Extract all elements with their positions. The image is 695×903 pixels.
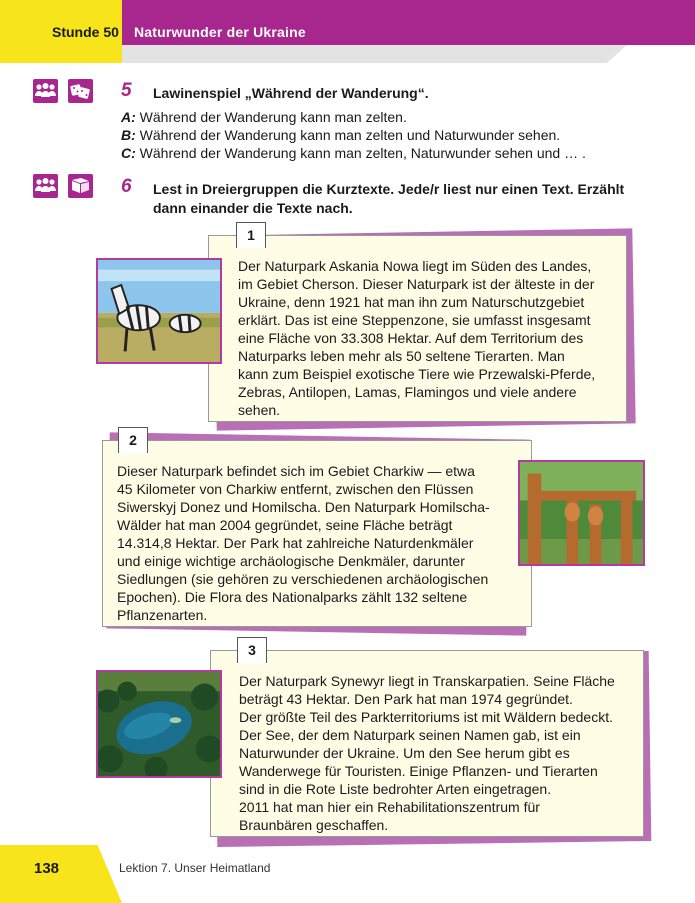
group-work-icon bbox=[33, 174, 58, 198]
text-line: Epochen). Die Flora des Nationalparks zählt 132 seltene bbox=[117, 589, 468, 605]
text-line: Der Naturpark Synewyr liegt in Transkarpatien. Seine Fläche bbox=[239, 673, 615, 689]
option-text: Während der Wanderung kann man zelten, Naturwunder sehen und … . bbox=[135, 145, 586, 161]
text-line: Zebras, Antilopen, Lamas, Flamingos und viele andere bbox=[238, 384, 577, 400]
text-line: 2011 hat man hier ein Rehabilitationszentrum für bbox=[239, 799, 540, 815]
book-icon bbox=[68, 174, 93, 198]
text-line: und einige wichtige archäologische Denkmäler, darunter bbox=[117, 553, 465, 569]
text-line: Der See, der dem Naturpark seinen Namen gab, ist ein bbox=[239, 727, 581, 743]
text-line: Der größte Teil des Parkterritoriums ist mit Wäldern bedeckt. bbox=[239, 709, 613, 725]
text-line: im Gebiet Cherson. Dieser Naturpark ist der älteste in der bbox=[238, 276, 595, 292]
text-line: beträgt 43 Hektar. Den Park hat man 1974 gegründet. bbox=[239, 691, 573, 707]
text-line: Naturparks leben mehr als 50 seltene Tierarten. Man bbox=[238, 348, 565, 364]
footer-band bbox=[0, 845, 122, 903]
text-line: Ukraine, denn 1921 hat man ihn zum Naturschutzgebiet bbox=[238, 294, 585, 310]
dice-game-icon bbox=[68, 79, 93, 103]
text-number-tab: 3 bbox=[237, 637, 267, 663]
text-line: Wanderwege für Touristen. Einige Pflanzen- und Tierarten bbox=[239, 763, 598, 779]
text-line: kann zum Beispiel exotische Tiere wie Przewalski-Pferde, bbox=[238, 366, 596, 382]
option-b bbox=[121, 126, 560, 144]
footer-lesson-title: Lektion 7. Unser Heimatland bbox=[119, 861, 271, 875]
text-number-tab: 1 bbox=[236, 222, 266, 248]
text-line: Wälder hat man 2004 gegründet, seine Fläche beträgt bbox=[117, 517, 453, 533]
text-line: Der Naturpark Askania Nowa liegt im Süden des Landes, bbox=[238, 258, 592, 274]
text-number-tab: 2 bbox=[118, 427, 148, 453]
option-c bbox=[121, 144, 586, 162]
text-line: Pflanzenarten. bbox=[117, 607, 208, 623]
lesson-label: Stunde 50 bbox=[52, 24, 119, 40]
wooden-gate-photo bbox=[518, 460, 645, 566]
page-number: 138 bbox=[34, 860, 60, 877]
text-card-3 bbox=[210, 650, 644, 837]
text-line: Siwerskyj Donez und Homilscha. Den Naturpark Homilscha- bbox=[117, 499, 490, 515]
text-card-2 bbox=[102, 440, 532, 627]
text-line: Dieser Naturpark befindet sich im Gebiet Charkiw — etwa bbox=[117, 463, 475, 479]
task-number: 5 bbox=[121, 80, 132, 101]
option-letter: A: bbox=[121, 109, 136, 125]
task-title: Lawinenspiel „Während der Wanderung“. bbox=[153, 85, 429, 101]
group-work-icon bbox=[33, 79, 58, 103]
option-letter: C: bbox=[121, 145, 136, 161]
text-line: 45 Kilometer von Charkiw entfernt, zwischen den Flüssen bbox=[117, 481, 474, 497]
text-line: Braunbären geschaffen. bbox=[239, 817, 389, 833]
text-card-1 bbox=[208, 235, 627, 422]
mountain-lake-photo bbox=[96, 670, 222, 778]
text-line: sehen. bbox=[238, 402, 281, 418]
option-text: Während der Wanderung kann man zelten und Naturwunder sehen. bbox=[135, 127, 561, 143]
task-number: 6 bbox=[121, 176, 132, 197]
text-line: Siedlungen (sie gehören zu verschiedenen archäologischen bbox=[117, 571, 489, 587]
option-text: Während der Wanderung kann man zelten. bbox=[135, 109, 407, 125]
option-letter: B: bbox=[121, 127, 136, 143]
text-line: 14.314,8 Hektar. Der Park hat zahlreiche Naturdenkmäler bbox=[117, 535, 474, 551]
zebra-photo bbox=[96, 258, 222, 364]
header-gray-strip bbox=[122, 45, 627, 63]
text-line: erklärt. Das ist eine Steppenzone, sie umfasst insgesamt bbox=[238, 312, 591, 328]
page-title: Naturwunder der Ukraine bbox=[134, 24, 306, 40]
text-line: sind in die Rote Liste bedrohter Arten eingetragen. bbox=[239, 781, 552, 797]
task-title: Lest in Dreiergruppen die Kurztexte. Jede/r liest nur einen Text. Erzählt dann einander die Texte nach. bbox=[153, 181, 625, 216]
text-line: eine Fläche von 33.308 Hektar. Auf dem Territorium des bbox=[238, 330, 584, 346]
option-a bbox=[121, 108, 407, 126]
text-line: Naturwunder der Ukraine. Um den See herum gibt es bbox=[239, 745, 570, 761]
